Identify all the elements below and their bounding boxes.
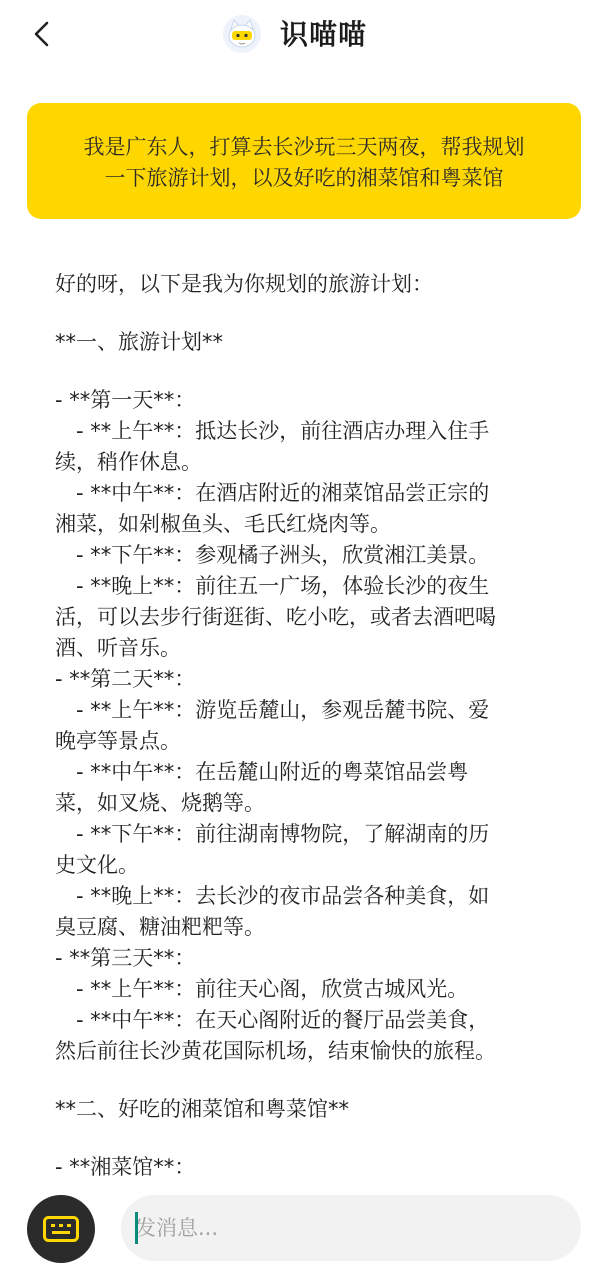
cat-mascot-icon bbox=[222, 14, 262, 54]
chevron-left-icon bbox=[32, 20, 52, 48]
day-label: - **第一天**： bbox=[55, 388, 196, 412]
user-message-line: 一下旅游计划，以及好吃的湘菜馆和粤菜馆 bbox=[104, 166, 504, 190]
plan-line: - **下午**：参观橘子洲头，欣赏湘江美景。 bbox=[76, 543, 490, 567]
top-bar bbox=[0, 0, 608, 72]
back-button[interactable] bbox=[26, 16, 58, 52]
keyboard-icon bbox=[43, 1216, 79, 1242]
spacer bbox=[55, 358, 555, 385]
plan-line: - **上午**：前往天心阁，欣赏古城风光。 bbox=[76, 977, 469, 1001]
plan-line: - **晚上**：前往五一广场，体验长沙的夜生 bbox=[76, 574, 490, 598]
section-title: **二、好吃的湘菜馆和粤菜馆** bbox=[55, 1097, 349, 1121]
plan-line: 晚亭等景点。 bbox=[55, 729, 181, 753]
plan-line: - **上午**：游览岳麓山，参观岳麓书院、爱 bbox=[76, 698, 490, 722]
spacer bbox=[55, 300, 555, 327]
plan-line: 然后前往长沙黄花国际机场，结束愉快的旅程。 bbox=[55, 1039, 496, 1063]
plan-line: 史文化。 bbox=[55, 853, 139, 877]
plan-line: - **中午**：在酒店附近的湘菜馆品尝正宗的 bbox=[76, 481, 490, 505]
user-message-bubble bbox=[27, 103, 581, 219]
plan-line: 湘菜，如剁椒鱼头、毛氏红烧肉等。 bbox=[55, 512, 391, 536]
plan-line: - **下午**：前往湖南博物院，了解湖南的历 bbox=[76, 822, 490, 846]
spacer bbox=[55, 1067, 555, 1094]
keyboard-toggle-button[interactable] bbox=[27, 1195, 95, 1263]
spacer bbox=[55, 1125, 555, 1152]
plan-line: 臭豆腐、糖油粑粑等。 bbox=[55, 915, 265, 939]
plan-line: - **中午**：在天心阁附近的餐厅品尝美食， bbox=[76, 1008, 490, 1032]
reply-intro: 好的呀，以下是我为你规划的旅游计划： bbox=[55, 272, 433, 296]
section-title: **一、旅游计划** bbox=[55, 330, 223, 354]
restaurant-category-label: - **湘菜馆**： bbox=[55, 1155, 196, 1179]
plan-line: - **上午**：抵达长沙，前往酒店办理入住手 bbox=[76, 419, 490, 443]
plan-line: - **中午**：在岳麓山附近的粤菜馆品尝粤 bbox=[76, 760, 469, 784]
user-message-line: 我是广东人，打算去长沙玩三天两夜，帮我规划 bbox=[83, 135, 525, 159]
message-input[interactable] bbox=[121, 1195, 581, 1261]
chat-title: 识喵喵 bbox=[280, 18, 368, 51]
plan-line: 酒、听音乐。 bbox=[55, 636, 181, 660]
day-label: - **第二天**： bbox=[55, 667, 196, 691]
assistant-reply bbox=[55, 269, 555, 1183]
plan-line: 活，可以去步行街逛街、吃小吃，或者去酒吧喝 bbox=[55, 605, 496, 629]
plan-line: - **晚上**：去长沙的夜市品尝各种美食，如 bbox=[76, 884, 490, 908]
day-label: - **第三天**： bbox=[55, 946, 196, 970]
plan-line: 菜，如叉烧、烧鹅等。 bbox=[55, 791, 265, 815]
text-caret bbox=[135, 1212, 138, 1244]
plan-line: 续，稍作休息。 bbox=[55, 450, 202, 474]
